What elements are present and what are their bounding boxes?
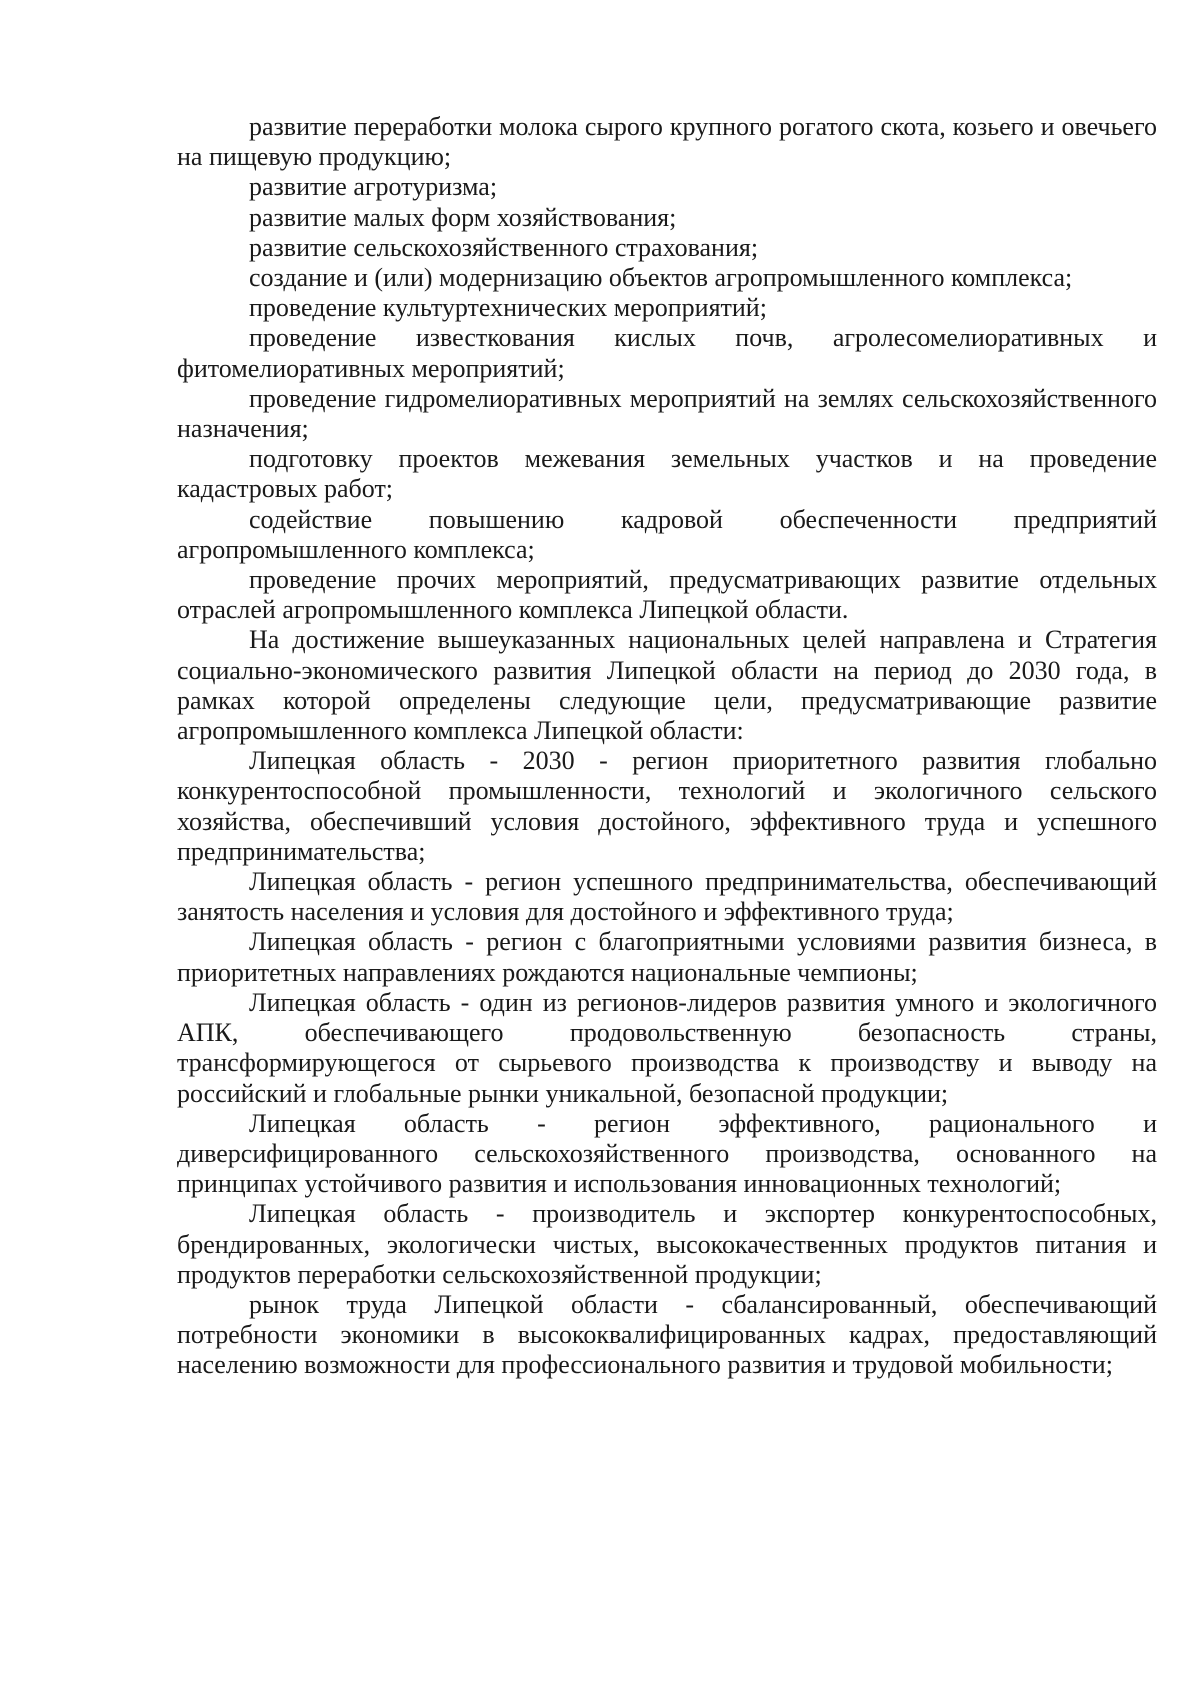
paragraph: проведение культуртехнических мероприятий; [249, 293, 767, 323]
document-body [177, 112, 1157, 1381]
paragraph: Липецкая область - регион с благоприятными условиями развития бизнеса, в приоритетных направлениях рождаются национальные чемпионы; [177, 927, 1157, 987]
paragraph: рынок труда Липецкой области - сбалансированный, обеспечивающий потребности экономики в высококвалифицированных кадрах, предоставляющий населению возможности для профессионального развития и трудовой мобильности; [177, 1289, 1157, 1380]
paragraph: На достижение вышеуказанных национальных целей направлена и Стратегия социально-экономического развития Липецкой области на период до 2030 года, в рамках которой определены следующие цели, предусматривающие развитие агропромышленного комплекса Липецкой области: [177, 625, 1157, 746]
paragraph: развитие агротуризма; [249, 172, 498, 202]
paragraph: проведение прочих мероприятий, предусматривающих развитие отдельных отраслей агропромышленного комплекса Липецкой области. [177, 565, 1157, 625]
paragraph: проведение гидромелиоративных мероприятий на землях сельскохозяйственного назначения; [177, 383, 1157, 444]
paragraph: содействие повышению кадровой обеспеченности предприятий агропромышленного комплекса; [177, 504, 1157, 564]
paragraph: Липецкая область - регион успешного предпринимательства, обеспечивающий занятость населения и условия для достойного и эффективного труда; [177, 867, 1157, 927]
paragraph: Липецкая область - производитель и экспортер конкурентоспособных, брендированных, экологически чистых, высококачественных продуктов питания и продуктов переработки сельскохозяйственной продукции; [177, 1199, 1157, 1289]
paragraph: развитие переработки молока сырого крупного рогатого скота, козьего и овечьего на пищевую продукцию; [177, 112, 1157, 172]
paragraph: проведение известкования кислых почв, агролесомелиоративных и фитомелиоративных мероприятий; [177, 323, 1157, 383]
paragraph: создание и (или) модернизацию объектов агропромышленного комплекса; [249, 263, 1073, 293]
paragraph: подготовку проектов межевания земельных участков и на проведение кадастровых работ; [177, 444, 1157, 504]
paragraph: Липецкая область - один из регионов-лидеров развития умного и экологичного АПК, обеспечивающего продовольственную безопасность страны, трансформирующегося от сырьевого производства к производству и выводу на российский и глобальные рынки уникальной, безопасной продукции; [177, 987, 1157, 1108]
paragraph: развитие малых форм хозяйствования; [249, 202, 677, 232]
paragraph: Липецкая область - регион эффективного, рационального и диверсифицированного сельскохозяйственного производства, основанного на принципах устойчивого развития и использования инновационных технологий; [177, 1108, 1157, 1199]
paragraph: Липецкая область - 2030 - регион приоритетного развития глобально конкурентоспособной промышленности, технологий и экологичного сельского хозяйства, обеспечивший условия достойного, эффективного труда и успешного предпринимательства; [177, 746, 1157, 866]
paragraph: развитие сельскохозяйственного страхования; [249, 232, 759, 262]
